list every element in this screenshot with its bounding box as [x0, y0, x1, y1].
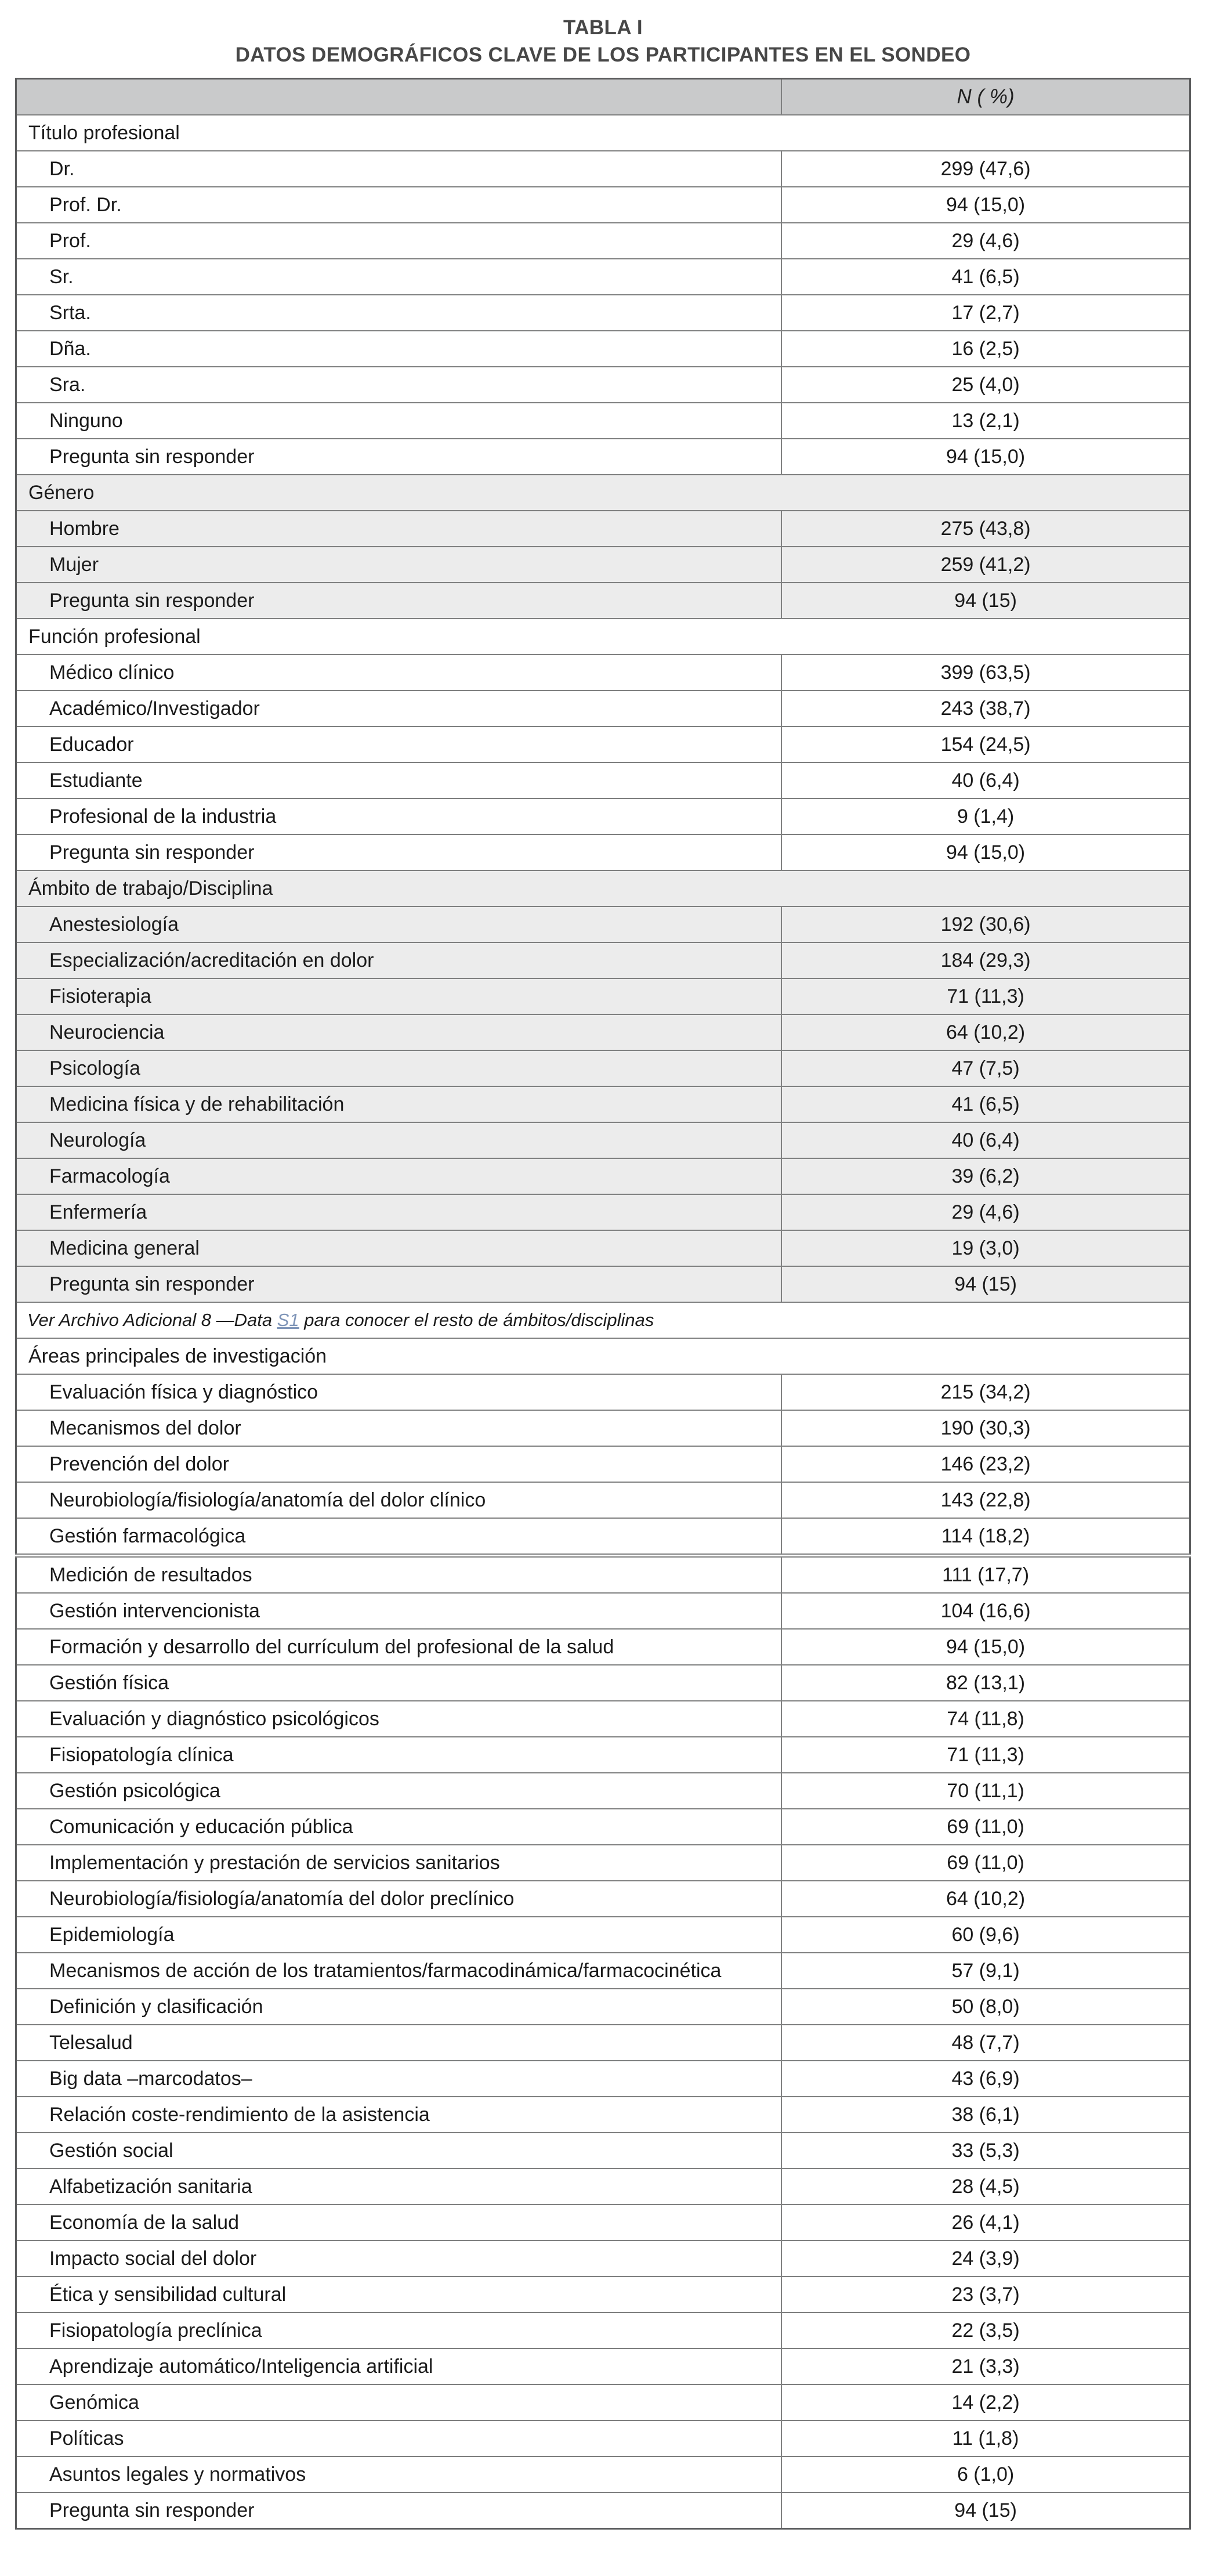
row-value: 11 (1,8) [781, 2420, 1190, 2456]
row-label: Pregunta sin responder [16, 1266, 782, 1302]
row-label: Implementación y prestación de servicios sanitarios [16, 1845, 782, 1881]
table-row [16, 1410, 1190, 1446]
table-row [16, 1989, 1190, 2025]
row-label: Fisiopatología preclínica [16, 2313, 782, 2349]
table-row [16, 2241, 1190, 2277]
row-label: Fisioterapia [16, 978, 782, 1014]
row-value: 111 (17,7) [781, 1556, 1190, 1594]
table-row [16, 2492, 1190, 2529]
row-value: 104 (16,6) [781, 1593, 1190, 1629]
row-label: Impacto social del dolor [16, 2241, 782, 2277]
table-title: DATOS DEMOGRÁFICOS CLAVE DE LOS PARTICIPANTES EN EL SONDEO [235, 44, 971, 66]
row-label: Pregunta sin responder [16, 834, 782, 870]
row-label: Telesalud [16, 2025, 782, 2061]
table-row [16, 1482, 1190, 1518]
row-value: 192 (30,6) [781, 906, 1190, 942]
table-row [16, 1881, 1190, 1917]
section-header-row [16, 1338, 1190, 1374]
section-header-row [16, 870, 1190, 906]
table-row [16, 2097, 1190, 2133]
row-label: Gestión física [16, 1665, 782, 1701]
row-value: 41 (6,5) [781, 1086, 1190, 1122]
table-row [16, 1737, 1190, 1773]
note-suffix: para conocer el resto de ámbitos/disciplinas [299, 1310, 654, 1330]
row-label: Anestesiología [16, 906, 782, 942]
table-row [16, 295, 1190, 331]
table-row [16, 2349, 1190, 2384]
row-value: 19 (3,0) [781, 1230, 1190, 1266]
row-value: 28 (4,5) [781, 2169, 1190, 2205]
row-value: 146 (23,2) [781, 1446, 1190, 1482]
row-value: 17 (2,7) [781, 295, 1190, 331]
row-value: 215 (34,2) [781, 1374, 1190, 1410]
row-label: Srta. [16, 295, 782, 331]
row-value: 29 (4,6) [781, 223, 1190, 259]
row-label: Sr. [16, 259, 782, 295]
empty-header-cell [16, 79, 782, 115]
table-row [16, 511, 1190, 547]
table-row [16, 1014, 1190, 1050]
row-value: 94 (15) [781, 583, 1190, 619]
row-label: Prevención del dolor [16, 1446, 782, 1482]
row-value: 82 (13,1) [781, 1665, 1190, 1701]
row-label: Dña. [16, 331, 782, 367]
row-label: Neurología [16, 1122, 782, 1158]
row-label: Académico/Investigador [16, 691, 782, 727]
row-label: Enfermería [16, 1194, 782, 1230]
table-row [16, 2205, 1190, 2241]
row-value: 114 (18,2) [781, 1518, 1190, 1556]
row-label: Epidemiología [16, 1917, 782, 1953]
row-label: Especialización/acreditación en dolor [16, 942, 782, 978]
row-label: Pregunta sin responder [16, 439, 782, 475]
section-label: Función profesional [16, 619, 1190, 655]
table-row [16, 799, 1190, 834]
value-column-header: N ( %) [781, 79, 1190, 115]
row-value: 74 (11,8) [781, 1701, 1190, 1737]
row-label: Medicina física y de rehabilitación [16, 1086, 782, 1122]
table-row [16, 763, 1190, 799]
row-label: Profesional de la industria [16, 799, 782, 834]
note-row [16, 1302, 1190, 1338]
row-label: Gestión farmacológica [16, 1518, 782, 1556]
table-number: TABLA I [563, 16, 643, 39]
data-s1-link[interactable]: S1 [277, 1310, 299, 1330]
table-row [16, 223, 1190, 259]
row-value: 94 (15,0) [781, 834, 1190, 870]
row-label: Asuntos legales y normativos [16, 2456, 782, 2492]
row-label: Mujer [16, 547, 782, 583]
row-label: Evaluación física y diagnóstico [16, 1374, 782, 1410]
row-value: 143 (22,8) [781, 1482, 1190, 1518]
row-value: 299 (47,6) [781, 151, 1190, 187]
table-row [16, 906, 1190, 942]
row-label: Prof. Dr. [16, 187, 782, 223]
section-header-row [16, 619, 1190, 655]
table-body [16, 115, 1190, 2529]
table-row [16, 1665, 1190, 1701]
row-value: 48 (7,7) [781, 2025, 1190, 2061]
row-value: 24 (3,9) [781, 2241, 1190, 2277]
row-value: 50 (8,0) [781, 1989, 1190, 2025]
table-row [16, 978, 1190, 1014]
note-cell [16, 1302, 1190, 1338]
row-value: 47 (7,5) [781, 1050, 1190, 1086]
note-prefix: Ver Archivo Adicional 8 —Data [27, 1310, 277, 1330]
row-value: 23 (3,7) [781, 2277, 1190, 2313]
table-row [16, 1086, 1190, 1122]
row-value: 21 (3,3) [781, 2349, 1190, 2384]
table-row [16, 1230, 1190, 1266]
row-label: Sra. [16, 367, 782, 403]
table-row [16, 331, 1190, 367]
row-label: Educador [16, 727, 782, 763]
table-row [16, 691, 1190, 727]
row-label: Definición y clasificación [16, 1989, 782, 2025]
table-row [16, 439, 1190, 475]
row-label: Comunicación y educación pública [16, 1809, 782, 1845]
row-value: 33 (5,3) [781, 2133, 1190, 2169]
row-label: Neurobiología/fisiología/anatomía del dolor clínico [16, 1482, 782, 1518]
table-row [16, 1845, 1190, 1881]
section-label: Áreas principales de investigación [16, 1338, 1190, 1374]
row-value: 22 (3,5) [781, 2313, 1190, 2349]
table-row [16, 367, 1190, 403]
row-label: Economía de la salud [16, 2205, 782, 2241]
table-row [16, 1629, 1190, 1665]
row-value: 275 (43,8) [781, 511, 1190, 547]
table-row [16, 259, 1190, 295]
row-label: Neurociencia [16, 1014, 782, 1050]
table-row [16, 2384, 1190, 2420]
table-row [16, 2061, 1190, 2097]
section-label: Ámbito de trabajo/Disciplina [16, 870, 1190, 906]
row-value: 71 (11,3) [781, 1737, 1190, 1773]
table-row [16, 2133, 1190, 2169]
table-row [16, 1194, 1190, 1230]
row-label: Psicología [16, 1050, 782, 1086]
table-row [16, 834, 1190, 870]
row-value: 57 (9,1) [781, 1953, 1190, 1989]
table-row [16, 1701, 1190, 1737]
row-value: 43 (6,9) [781, 2061, 1190, 2097]
row-value: 71 (11,3) [781, 978, 1190, 1014]
row-value: 38 (6,1) [781, 2097, 1190, 2133]
row-label: Mecanismos de acción de los tratamientos/farmacodinámica/​farmacocinética [16, 1953, 782, 1989]
table-row [16, 1593, 1190, 1629]
row-value: 94 (15) [781, 2492, 1190, 2529]
table-caption [15, 14, 1191, 68]
table-row [16, 2025, 1190, 2061]
table-row [16, 1953, 1190, 1989]
row-value: 64 (10,2) [781, 1014, 1190, 1050]
row-value: 16 (2,5) [781, 331, 1190, 367]
row-label: Genómica [16, 2384, 782, 2420]
row-label: Medicina general [16, 1230, 782, 1266]
table-row [16, 1556, 1190, 1594]
row-value: 29 (4,6) [781, 1194, 1190, 1230]
table-row [16, 1809, 1190, 1845]
row-value: 41 (6,5) [781, 259, 1190, 295]
row-value: 243 (38,7) [781, 691, 1190, 727]
row-label: Big data –marcodatos– [16, 2061, 782, 2097]
row-value: 94 (15,0) [781, 439, 1190, 475]
row-label: Médico clínico [16, 655, 782, 691]
section-header-row [16, 115, 1190, 151]
section-label: Género [16, 475, 1190, 511]
row-label: Hombre [16, 511, 782, 547]
table-row [16, 547, 1190, 583]
table-row [16, 2277, 1190, 2313]
row-label: Ninguno [16, 403, 782, 439]
row-value: 184 (29,3) [781, 942, 1190, 978]
section-header-row [16, 475, 1190, 511]
row-label: Pregunta sin responder [16, 2492, 782, 2529]
table-row [16, 655, 1190, 691]
table-row [16, 1050, 1190, 1086]
row-value: 40 (6,4) [781, 763, 1190, 799]
table-row [16, 1122, 1190, 1158]
row-value: 13 (2,1) [781, 403, 1190, 439]
table-row [16, 1917, 1190, 1953]
row-value: 26 (4,1) [781, 2205, 1190, 2241]
row-value: 94 (15) [781, 1266, 1190, 1302]
row-value: 39 (6,2) [781, 1158, 1190, 1194]
table-row [16, 1773, 1190, 1809]
table-row [16, 2313, 1190, 2349]
row-label: Formación y desarrollo del currículum del profesional de la salud [16, 1629, 782, 1665]
table-row [16, 1158, 1190, 1194]
table-row [16, 1374, 1190, 1410]
row-value: 40 (6,4) [781, 1122, 1190, 1158]
row-value: 25 (4,0) [781, 367, 1190, 403]
row-label: Gestión psicológica [16, 1773, 782, 1809]
row-label: Aprendizaje automático/Inteligencia artificial [16, 2349, 782, 2384]
row-value: 69 (11,0) [781, 1809, 1190, 1845]
table-row [16, 2420, 1190, 2456]
row-value: 399 (63,5) [781, 655, 1190, 691]
row-value: 94 (15,0) [781, 1629, 1190, 1665]
row-value: 9 (1,4) [781, 799, 1190, 834]
row-value: 64 (10,2) [781, 1881, 1190, 1917]
row-value: 259 (41,2) [781, 547, 1190, 583]
row-label: Dr. [16, 151, 782, 187]
row-label: Alfabetización sanitaria [16, 2169, 782, 2205]
row-label: Pregunta sin responder [16, 583, 782, 619]
table-row [16, 2456, 1190, 2492]
row-label: Estudiante [16, 763, 782, 799]
row-label: Prof. [16, 223, 782, 259]
row-label: Ética y sensibilidad cultural [16, 2277, 782, 2313]
row-value: 154 (24,5) [781, 727, 1190, 763]
row-label: Neurobiología/fisiología/anatomía del dolor preclínico [16, 1881, 782, 1917]
table-row [16, 1518, 1190, 1556]
row-label: Medición de resultados [16, 1556, 782, 1594]
row-label: Gestión social [16, 2133, 782, 2169]
section-label: Título profesional [16, 115, 1190, 151]
table-row [16, 583, 1190, 619]
row-label: Farmacología [16, 1158, 782, 1194]
table-row [16, 1266, 1190, 1302]
table-row [16, 151, 1190, 187]
table-row [16, 727, 1190, 763]
header-row [16, 79, 1190, 115]
row-label: Relación coste-rendimiento de la asistencia [16, 2097, 782, 2133]
table-row [16, 1446, 1190, 1482]
table-row [16, 2169, 1190, 2205]
row-label: Políticas [16, 2420, 782, 2456]
row-label: Mecanismos del dolor [16, 1410, 782, 1446]
row-value: 60 (9,6) [781, 1917, 1190, 1953]
row-value: 70 (11,1) [781, 1773, 1190, 1809]
table-row [16, 187, 1190, 223]
row-value: 14 (2,2) [781, 2384, 1190, 2420]
row-label: Fisiopatología clínica [16, 1737, 782, 1773]
row-label: Evaluación y diagnóstico psicológicos [16, 1701, 782, 1737]
demographics-table [15, 78, 1191, 2530]
table-row [16, 403, 1190, 439]
row-value: 6 (1,0) [781, 2456, 1190, 2492]
table-row [16, 942, 1190, 978]
row-value: 190 (30,3) [781, 1410, 1190, 1446]
row-label: Gestión intervencionista [16, 1593, 782, 1629]
row-value: 94 (15,0) [781, 187, 1190, 223]
row-value: 69 (11,0) [781, 1845, 1190, 1881]
